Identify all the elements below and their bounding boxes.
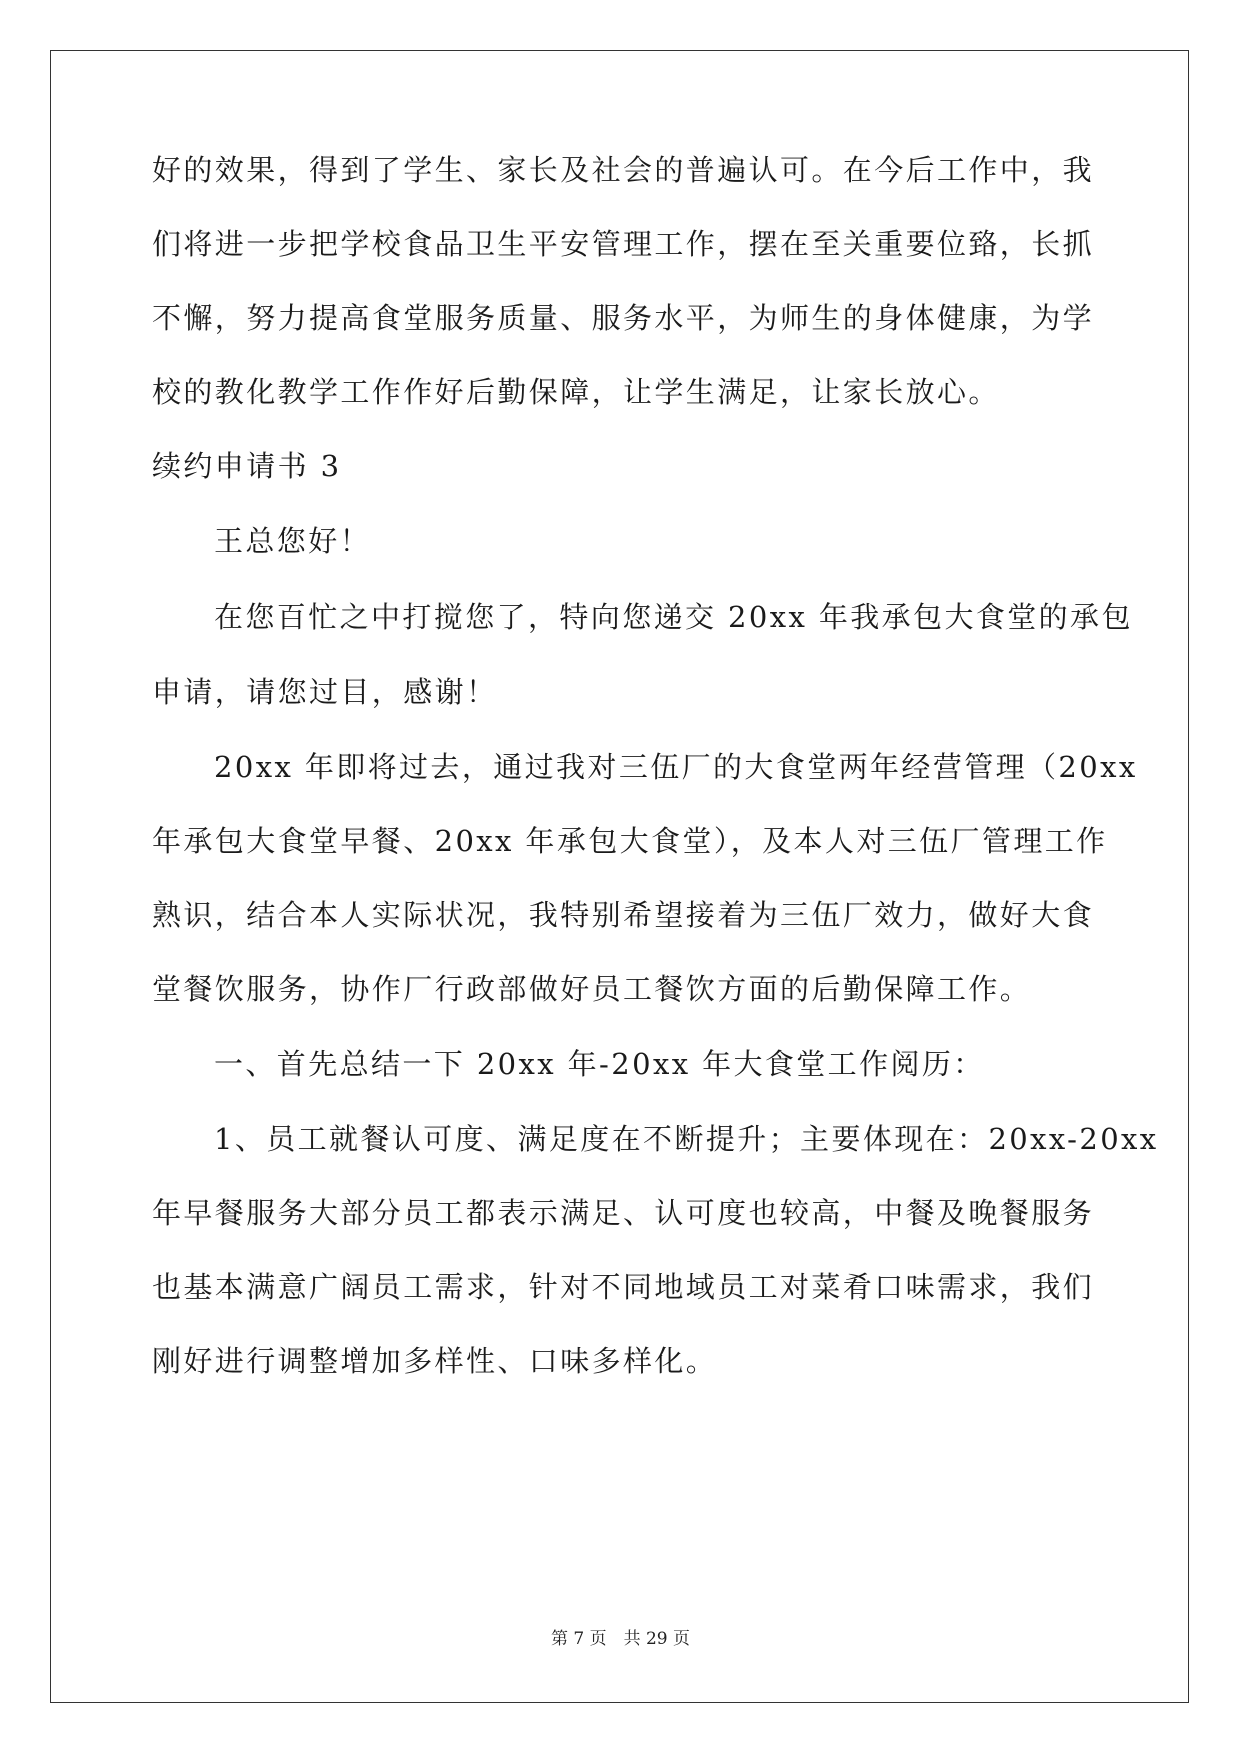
paragraph-line: 校的教化教学工作作好后勤保障，让学生满足，让家长放心。 <box>152 375 1000 409</box>
section-title: 续约申请书 3 <box>152 449 342 483</box>
salutation: 王总您好！ <box>214 524 372 558</box>
paragraph-line: 也基本满意广阔员工需求，针对不同地域员工对菜肴口味需求，我们 <box>152 1270 1095 1304</box>
paragraph-line: 刚好进行调整增加多样性、口味多样化。 <box>152 1344 718 1378</box>
paragraph-line: 年早餐服务大部分员工都表示满足、认可度也较高，中餐及晚餐服务 <box>152 1196 1095 1230</box>
paragraph-line: 在您百忙之中打搅您了，特向您递交 20xx 年我承包大食堂的承包 <box>214 600 1133 634</box>
page-number: 第 7 页 共 29 页 <box>550 1629 691 1649</box>
paragraph-line: 1、员工就餐认可度、满足度在不断提升；主要体现在：20xx-20xx <box>214 1122 1159 1156</box>
paragraph-line: 好的效果，得到了学生、家长及社会的普遍认可。在今后工作中，我 <box>152 153 1095 187</box>
paragraph-line: 们将进一步把学校食品卫生平安管理工作，摆在至关重要位臵，长抓 <box>152 227 1095 261</box>
paragraph-line: 不懈，努力提高食堂服务质量、服务水平，为师生的身体健康，为学 <box>152 301 1095 335</box>
paragraph-line: 年承包大食堂早餐、20xx 年承包大食堂），及本人对三伍厂管理工作 <box>152 824 1108 858</box>
paragraph-line: 申请，请您过目，感谢！ <box>152 675 498 709</box>
paragraph-line: 熟识，结合本人实际状况，我特别希望接着为三伍厂效力，做好大食 <box>152 898 1095 932</box>
paragraph-line: 堂餐饮服务，协作厂行政部做好员工餐饮方面的后勤保障工作。 <box>152 972 1032 1006</box>
paragraph-line: 20xx 年即将过去，通过我对三伍厂的大食堂两年经营管理（20xx <box>214 750 1138 784</box>
heading-line: 一、首先总结一下 20xx 年-20xx 年大食堂工作阅历： <box>214 1047 985 1081</box>
